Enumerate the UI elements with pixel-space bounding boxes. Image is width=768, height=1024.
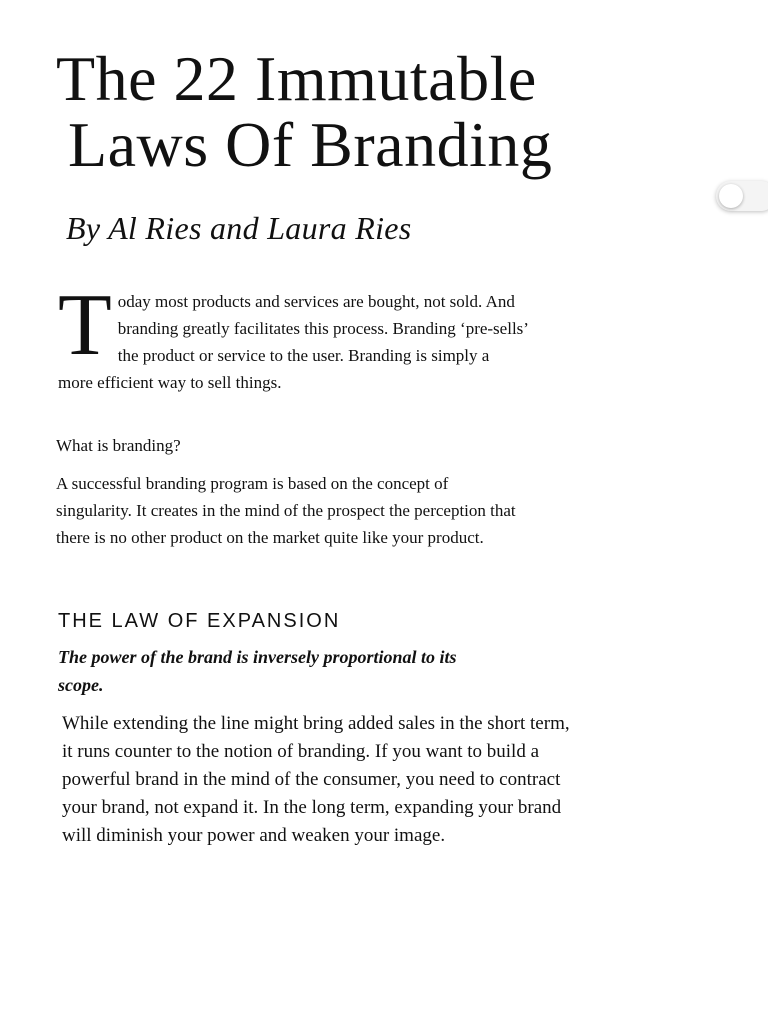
page-toggle-handle[interactable] <box>716 181 768 211</box>
law-heading: THE LAW OF EXPANSION <box>58 610 341 632</box>
branding-paragraph: A successful branding program is based on the concept of singularity. It creates in the mind of the prospect the perception that there is no other product on the market quite like your product. <box>56 474 516 547</box>
title-line-1: The 22 Immutable <box>56 43 537 114</box>
intro-text: oday most products and services are bought, not sold. And branding greatly facilitates this process. Branding ‘pre-sells’ the product or service to the user. Branding is simply a more efficient way to sell things. <box>58 292 528 392</box>
section-question: What is branding? <box>56 436 181 455</box>
byline: By Al Ries and Laura Ries <box>66 210 412 246</box>
law-statement: The power of the brand is inversely proportional to its scope. <box>58 647 457 695</box>
intro-paragraph <box>58 277 528 396</box>
toggle-knob[interactable] <box>719 184 743 208</box>
page-title <box>56 43 676 180</box>
title-line-2: Laws Of Branding <box>68 109 553 180</box>
drop-cap: T <box>58 277 112 374</box>
law-body: While extending the line might bring added sales in the short term, it runs counter to the notion of branding. If you want to build a powerful brand in the mind of the consumer, you need to contract your brand, not expand it. In the long term, expanding your brand will diminish your power and weaken your image. <box>62 713 570 846</box>
